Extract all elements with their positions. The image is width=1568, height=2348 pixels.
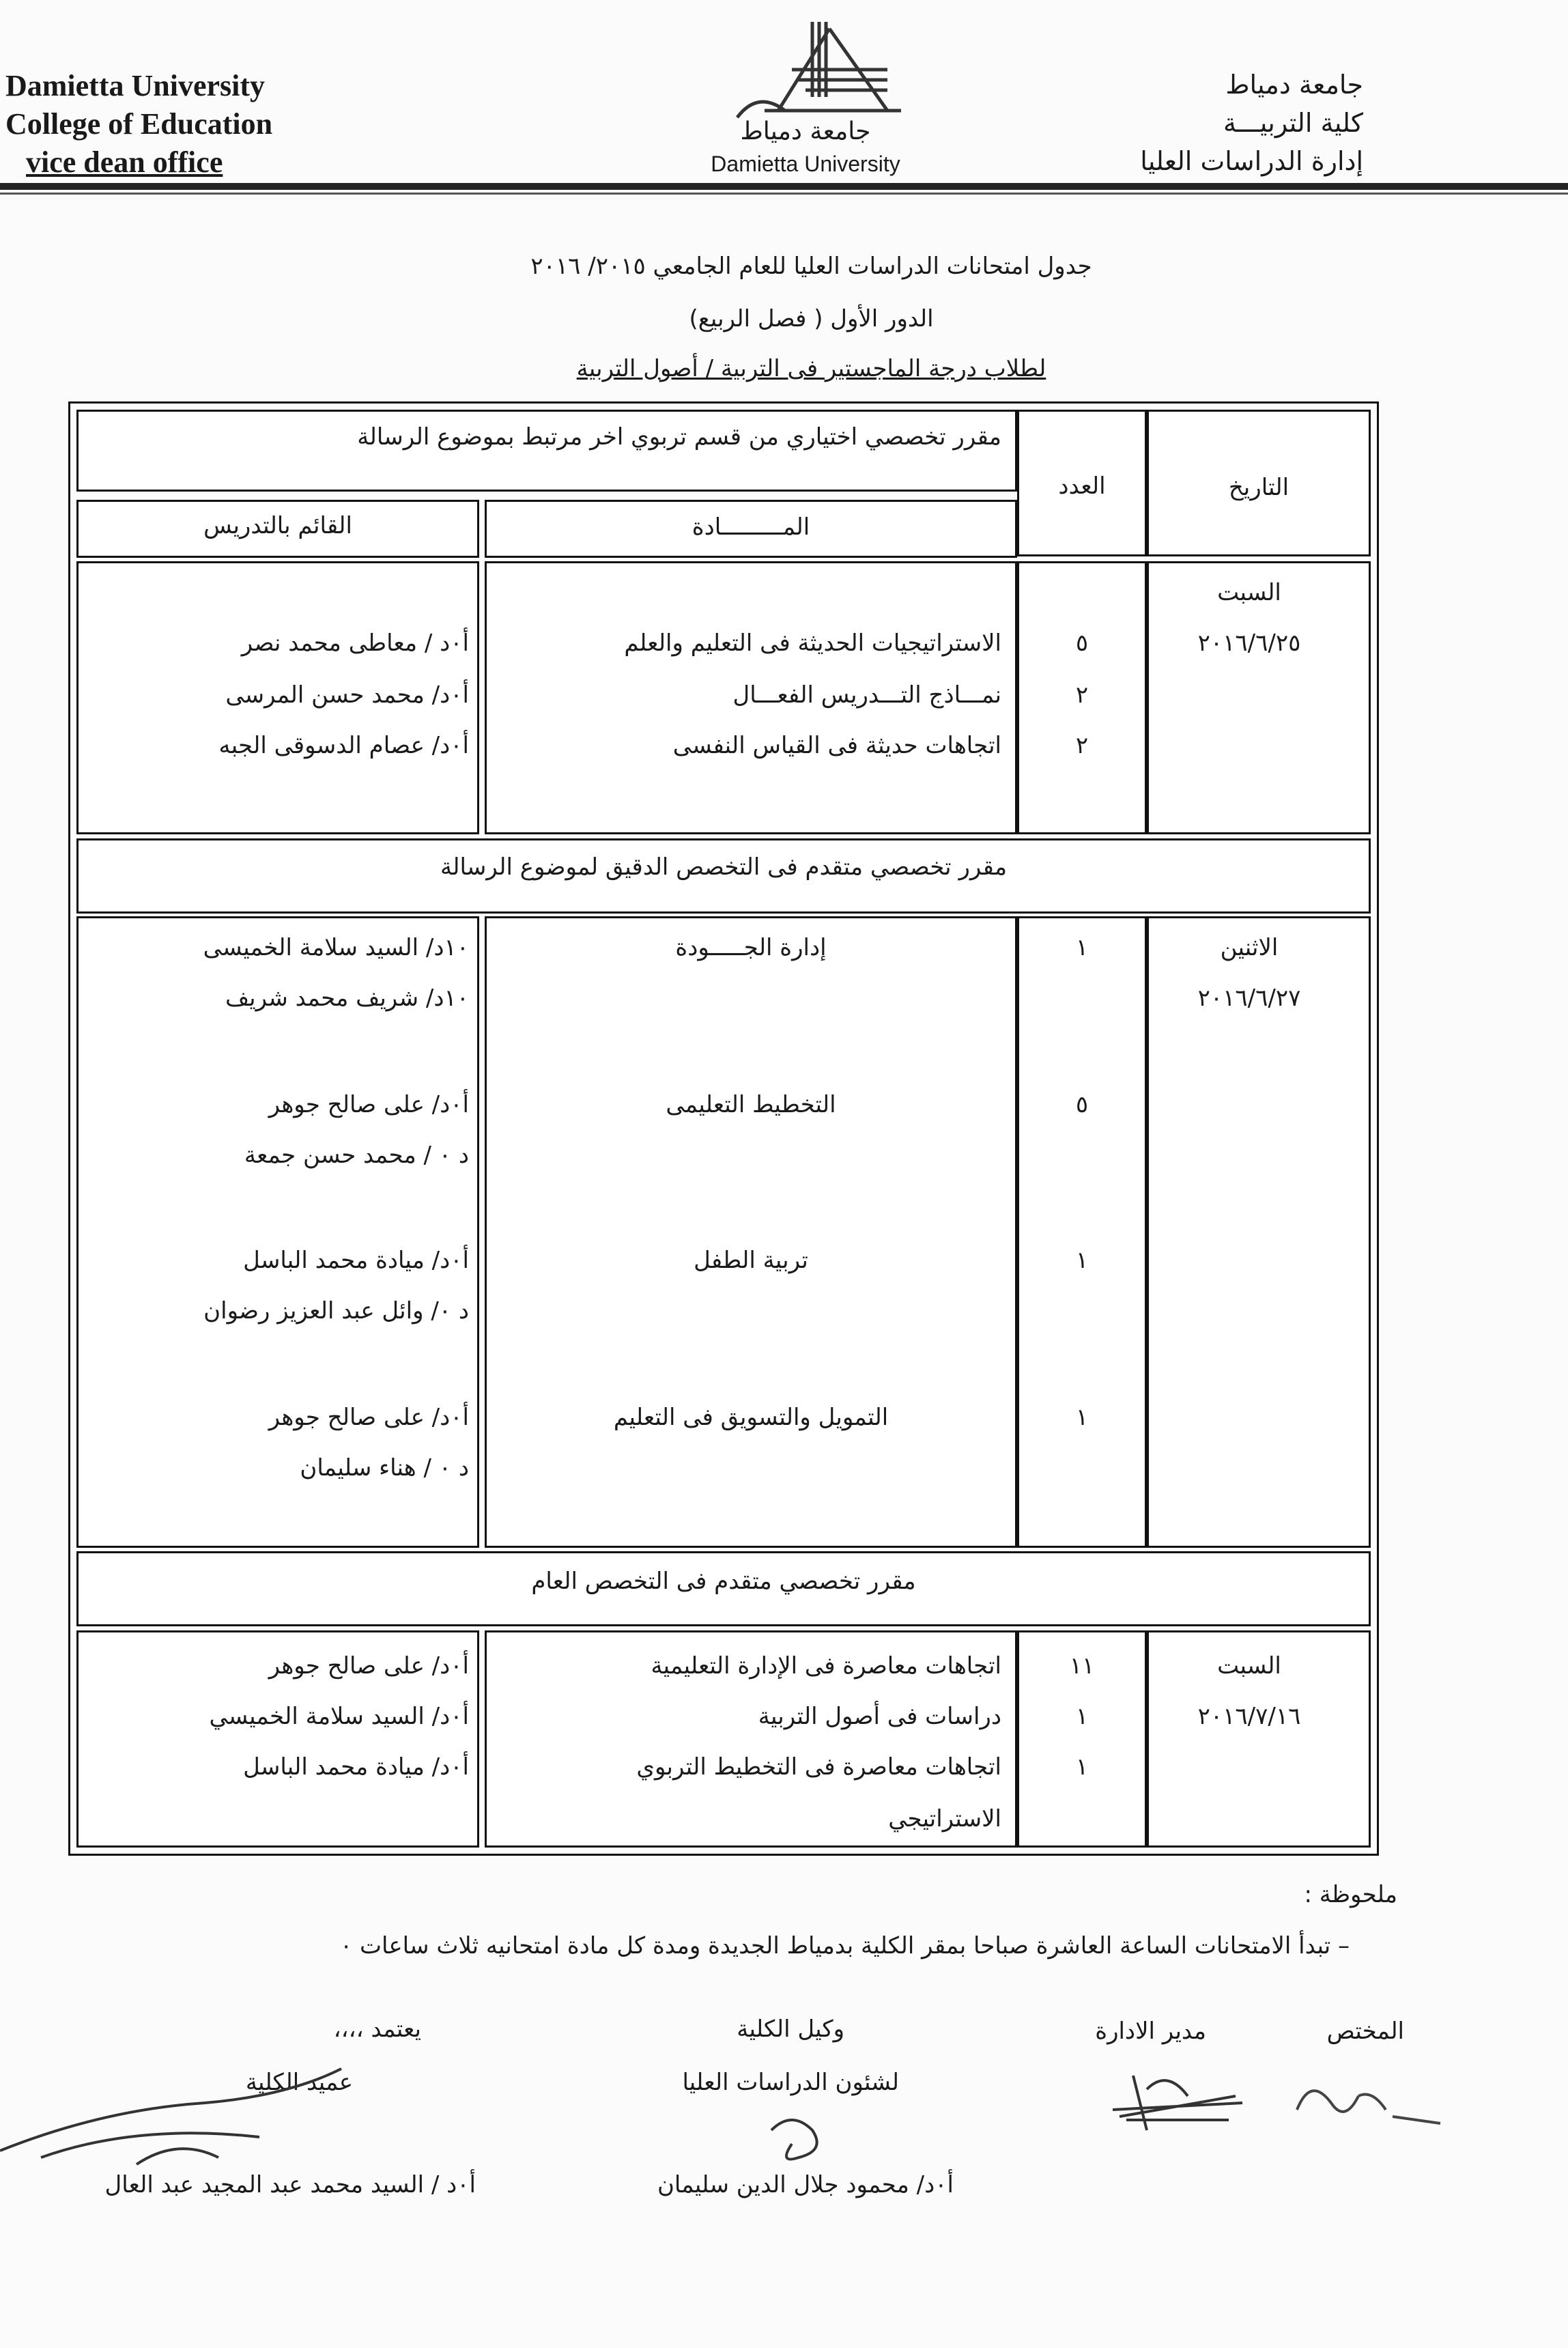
block2-count-cell	[1017, 916, 1147, 1548]
logo-english-text: Damietta University	[711, 152, 900, 176]
block3-row1-subject: اتجاهات معاصرة فى الإدارة التعليمية	[651, 1652, 1001, 1680]
schedule-program: لطلاب درجة الماجستير فى التربية / أصول التربية	[576, 355, 1046, 382]
section1-title-cell	[76, 410, 1017, 492]
office-name-en: vice dean office	[26, 145, 223, 179]
block3-row3-teacher: أ٠د/ ميادة محمد الباسل	[243, 1753, 469, 1781]
office-name-ar: إدارة الدراسات العليا	[1140, 146, 1363, 176]
block1-row1-count: ٥	[1075, 630, 1089, 657]
manager-title: مدير الادارة	[1095, 2018, 1206, 2045]
specialist-title: المختص	[1326, 2018, 1404, 2045]
logo-emblem-icon	[683, 15, 928, 124]
block2-date: ٢٠١٦/٦/٢٧	[1197, 985, 1301, 1012]
manager-signature	[1106, 2055, 1256, 2144]
note-label: ملحوظة :	[1304, 1881, 1397, 1908]
block3-row2-teacher: أ٠د/ السيد سلامة الخميسي	[209, 1703, 469, 1730]
dean-name: أ٠د / السيد محمد عبد المجيد عبد العال	[104, 2171, 476, 2198]
dean-title: عميد الكلية	[245, 2069, 353, 2096]
section1-title: مقرر تخصصي اختياري من قسم تربوي اخر مرتبط بموضوع الرسالة	[357, 423, 1001, 451]
section3-title: مقرر تخصصي متقدم فى التخصص العام	[531, 1568, 916, 1595]
block2-row2-count: ٥	[1075, 1091, 1089, 1118]
block2-row1-teacher2: ١٠د/ شريف محمد شريف	[225, 985, 469, 1012]
block3-row1-count: ١١	[1069, 1652, 1095, 1680]
block2-row1-subject: إدارة الجـــــودة	[675, 934, 827, 961]
block2-row4-teacher1: أ٠د/ على صالح جوهر	[268, 1404, 469, 1431]
block1-row2-teacher: أ٠د/ محمد حسن المرسى	[225, 681, 469, 709]
block2-row3-count: ١	[1075, 1247, 1089, 1274]
vice-dean-title: وكيل الكلية	[737, 2015, 844, 2043]
header-rule	[0, 183, 1568, 190]
note-text: – تبدأ الامتحانات الساعة العاشرة صباحا بمقر الكلية بدمياط الجديدة ومدة كل مادة امتحانيه ثلاث ساعات ٠	[339, 1932, 1350, 1960]
schedule-title: جدول امتحانات الدراسات العليا للعام الجامعي ٢٠١٥/ ٢٠١٦	[530, 253, 1092, 280]
vice-dean-title-2: لشئون الدراسات العليا	[682, 2069, 899, 2096]
block1-date: ٢٠١٦/٦/٢٥	[1197, 630, 1301, 657]
block1-row3-count: ٢	[1075, 732, 1089, 759]
block3-row3-count: ١	[1075, 1753, 1089, 1781]
block2-row4-count: ١	[1075, 1404, 1089, 1431]
block2-row4-subject: التمويل والتسويق فى التعليم	[613, 1404, 889, 1431]
block2-row1-teacher1: ١٠د/ السيد سلامة الخميسى	[203, 934, 469, 961]
college-name-ar: كلية التربيـــة	[1223, 108, 1363, 138]
college-name-en: College of Education	[5, 107, 273, 141]
section2-title: مقرر تخصصي متقدم فى التخصص الدقيق لموضوع الرسالة	[440, 853, 1008, 881]
block2-row2-teacher2: د ٠ / محمد حسن جمعة	[244, 1142, 469, 1169]
dean-signature	[0, 2055, 382, 2178]
date-header: التاريخ	[1228, 474, 1289, 501]
arabic-header	[1140, 66, 1363, 180]
block3-row2-subject: دراسات فى أصول التربية	[758, 1703, 1001, 1730]
block3-row2-count: ١	[1075, 1703, 1089, 1730]
block2-row3-teacher1: أ٠د/ ميادة محمد الباسل	[243, 1247, 469, 1274]
block1-row1-subject: الاستراتيجيات الحديثة فى التعليم والعلم	[624, 630, 1001, 657]
university-name-en: Damietta University	[5, 69, 266, 102]
logo-arabic-text: جامعة دمياط	[740, 117, 871, 145]
block3-row1-teacher: أ٠د/ على صالح جوهر	[268, 1652, 469, 1680]
count-header: العدد	[1058, 472, 1106, 500]
specialist-signature	[1283, 2062, 1447, 2144]
block1-row3-subject: اتجاهات حديثة فى القياس النفسى	[672, 732, 1001, 759]
university-name-ar: جامعة دمياط	[1225, 70, 1363, 100]
header-rule-thin	[0, 193, 1568, 195]
block2-row3-subject: تربية الطفل	[694, 1247, 808, 1274]
block2-subject-cell	[485, 916, 1017, 1548]
block1-row2-count: ٢	[1075, 681, 1089, 709]
vice-dean-signature	[758, 2103, 840, 2178]
block2-row4-teacher2: د ٠ / هناء سليمان	[300, 1454, 469, 1482]
schedule-term: الدور الأول ( فصل الربيع)	[689, 305, 934, 333]
block1-row2-subject: نمـــاذج التـــدريس الفعـــال	[732, 681, 1001, 709]
block2-row1-count: ١	[1075, 934, 1089, 961]
block1-row1-teacher: أ٠د / معاطى محمد نصر	[241, 630, 469, 657]
university-logo	[683, 15, 928, 186]
approve-text: يعتمد ،،،،	[333, 2015, 421, 2043]
block1-day: السبت	[1217, 579, 1281, 606]
block2-row3-teacher2: د ٠/ وائل عبد العزيز رضوان	[203, 1297, 469, 1325]
english-header	[5, 67, 272, 182]
block2-day: الاثنين	[1220, 934, 1279, 961]
block2-row2-subject: التخطيط التعليمى	[666, 1091, 836, 1118]
teacher-header: القائم بالتدريس	[203, 512, 352, 539]
block3-date: ٢٠١٦/٧/١٦	[1197, 1703, 1301, 1730]
block3-day: السبت	[1217, 1652, 1281, 1680]
block3-row3-subject: اتجاهات معاصرة فى التخطيط التربوي	[636, 1753, 1001, 1781]
block1-row3-teacher: أ٠د/ عصام الدسوقى الجبه	[218, 732, 469, 759]
subject-header: المـــــــــادة	[692, 513, 810, 541]
block3-row3-subject-line2: الاستراتيجي	[888, 1805, 1001, 1833]
block2-row2-teacher1: أ٠د/ على صالح جوهر	[268, 1091, 469, 1118]
vice-dean-name: أ٠د/ محمود جلال الدين سليمان	[657, 2171, 954, 2198]
